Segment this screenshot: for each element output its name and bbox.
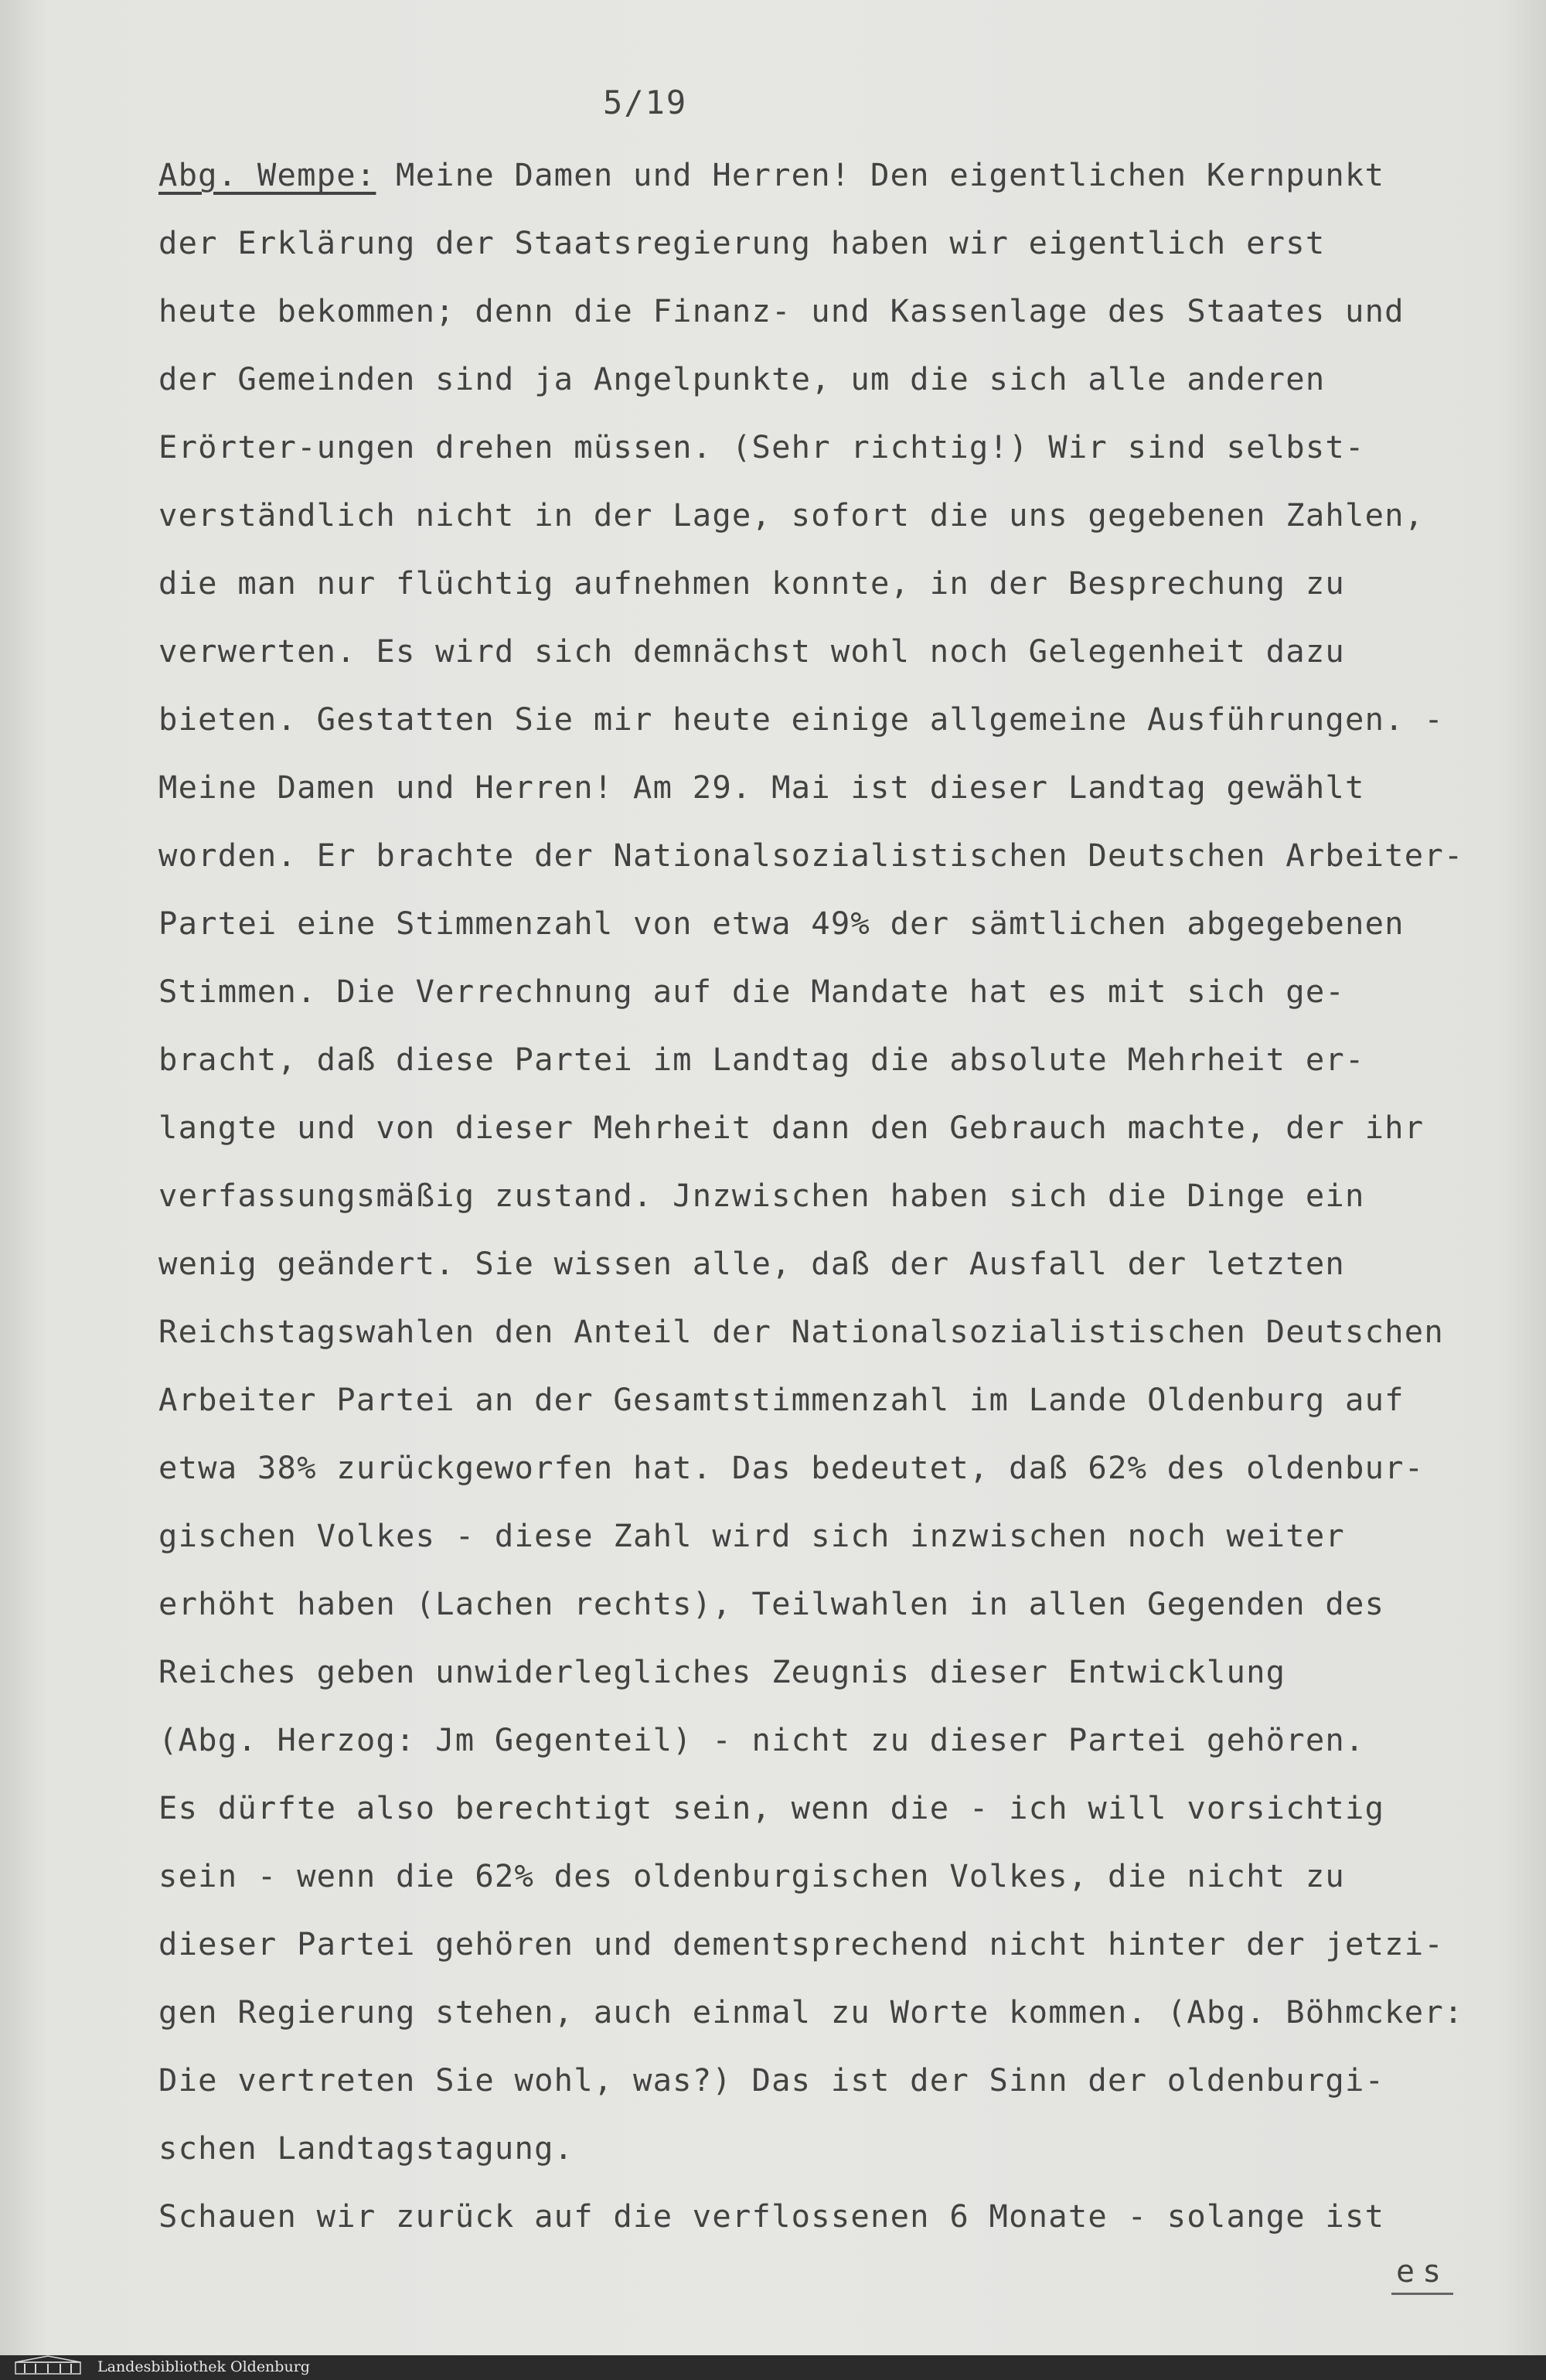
- speaker-label: Abg. Wempe:: [158, 156, 376, 193]
- text-line: verwerten. Es wird sich demnächst wohl noch Gelegenheit dazu: [158, 633, 1345, 670]
- text-line: bieten. Gestatten Sie mir heute einige allgemeine Ausführungen. -: [158, 701, 1444, 738]
- speech-text: [158, 141, 1542, 2250]
- line-text: Meine Damen und Herren! Den eigentlichen Kernpunkt: [396, 156, 1385, 193]
- text-line: Erörter-ungen drehen müssen. (Sehr richtig!) Wir sind selbst-: [158, 428, 1365, 465]
- text-line: schen Landtagstagung.: [158, 2129, 574, 2167]
- text-line: Schauen wir zurück auf die verflossenen 6 Monate - solange ist: [158, 2198, 1385, 2235]
- footer-label: Landesbibliothek Oldenburg: [97, 2358, 310, 2375]
- text-line: verständlich nicht in der Lage, sofort die uns gegebenen Zahlen,: [158, 496, 1425, 534]
- text-line: die man nur flüchtig aufnehmen konnte, in der Besprechung zu: [158, 564, 1345, 602]
- text-line: Es dürfte also berechtigt sein, wenn die - ich will vorsichtig: [158, 1789, 1385, 1826]
- text-line: der Gemeinden sind ja Angelpunkte, um die sich alle anderen: [158, 360, 1326, 397]
- text-line: wenig geändert. Sie wissen alle, daß der Ausfall der letzten: [158, 1245, 1345, 1282]
- text-line: bracht, daß diese Partei im Landtag die absolute Mehrheit er-: [158, 1041, 1365, 1078]
- text-line: erhöht haben (Lachen rechts), Teilwahlen in allen Gegenden des: [158, 1585, 1385, 1622]
- text-line: Reiches geben unwiderlegliches Zeugnis dieser Entwicklung: [158, 1653, 1286, 1690]
- catchword: es: [1391, 2254, 1453, 2295]
- text-line: Arbeiter Partei an der Gesamtstimmenzahl im Lande Oldenburg auf: [158, 1381, 1405, 1418]
- footer-bar: [0, 2355, 1546, 2380]
- text-line: worden. Er brachte der Nationalsozialistischen Deutschen Arbeiter-: [158, 837, 1464, 874]
- text-line: dieser Partei gehören und dementsprechend nicht hinter der jetzi-: [158, 1925, 1444, 1962]
- text-line: gen Regierung stehen, auch einmal zu Worte kommen. (Abg. Böhmcker:: [158, 1993, 1464, 2031]
- text-line: der Erklärung der Staatsregierung haben wir eigentlich erst: [158, 224, 1326, 261]
- text-line: gischen Volkes - diese Zahl wird sich inzwischen noch weiter: [158, 1517, 1345, 1554]
- text-line: etwa 38% zurückgeworfen hat. Das bedeutet, daß 62% des oldenbur-: [158, 1449, 1425, 1486]
- text-line: Reichstagswahlen den Anteil der Nationalsozialistischen Deutschen: [158, 1313, 1444, 1350]
- text-line: Die vertreten Sie wohl, was?) Das ist der Sinn der oldenburgi-: [158, 2061, 1385, 2099]
- text-line: (Abg. Herzog: Jm Gegenteil) - nicht zu dieser Partei gehören.: [158, 1721, 1365, 1758]
- text-line: langte und von dieser Mehrheit dann den Gebrauch machte, der ihr: [158, 1109, 1425, 1146]
- text-line: Stimmen. Die Verrechnung auf die Mandate hat es mit sich ge-: [158, 973, 1345, 1010]
- text-line: heute bekommen; denn die Finanz- und Kassenlage des Staates und: [158, 292, 1405, 329]
- text-line: Partei eine Stimmenzahl von etwa 49% der sämtlichen abgegebenen: [158, 905, 1405, 942]
- text-line: sein - wenn die 62% des oldenburgischen Volkes, die nicht zu: [158, 1857, 1345, 1894]
- text-line: [158, 141, 1542, 209]
- library-building-icon: [14, 2355, 82, 2375]
- page-number: 5/19: [603, 84, 688, 121]
- text-line: verfassungsmäßig zustand. Jnzwischen haben sich die Dinge ein: [158, 1177, 1365, 1214]
- text-line: Meine Damen und Herren! Am 29. Mai ist dieser Landtag gewählt: [158, 769, 1365, 806]
